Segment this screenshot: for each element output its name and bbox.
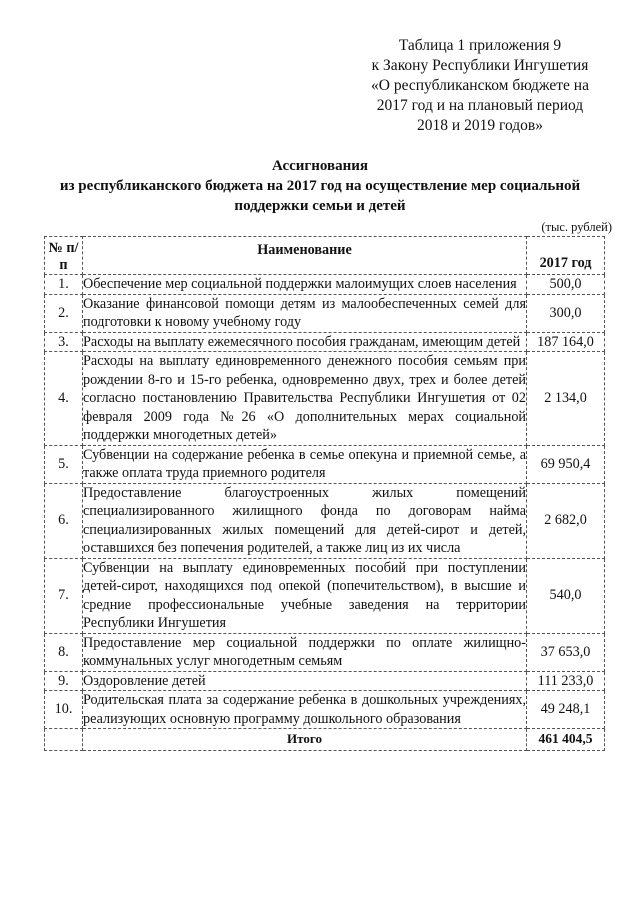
row-name: Субвенции на содержание ребенка в семье опекуна и приемной семье, а также оплата труда приемного родителя bbox=[83, 446, 526, 481]
title-line: поддержки семьи и детей bbox=[234, 198, 406, 214]
row-value: 37 653,0 bbox=[527, 633, 605, 671]
header-line: 2018 и 2019 годов» bbox=[417, 117, 543, 134]
table-row bbox=[45, 332, 605, 352]
table-row bbox=[45, 294, 605, 332]
row-number: 7. bbox=[45, 558, 83, 633]
row-value: 2 134,0 bbox=[527, 352, 605, 446]
allocations-table bbox=[44, 236, 605, 751]
row-value: 300,0 bbox=[527, 294, 605, 332]
row-number: 10. bbox=[45, 691, 83, 729]
row-number: 5. bbox=[45, 445, 83, 483]
row-number: 2. bbox=[45, 294, 83, 332]
header-line: Таблица 1 приложения 9 bbox=[398, 37, 562, 54]
total-label: Итого bbox=[83, 729, 527, 751]
table-row bbox=[45, 671, 605, 691]
total-row bbox=[45, 729, 605, 751]
title-line: из республиканского бюджета на 2017 год на осуществление мер социальной bbox=[59, 178, 581, 194]
total-spacer bbox=[45, 729, 83, 751]
row-name: Расходы на выплату ежемесячного пособия гражданам, имеющим детей bbox=[83, 332, 527, 352]
table-row bbox=[45, 483, 605, 558]
units-note: (тыс. рублей) bbox=[541, 220, 612, 234]
table-row bbox=[45, 691, 605, 729]
row-number: 9. bbox=[45, 671, 83, 691]
table-row bbox=[45, 275, 605, 295]
row-number: 3. bbox=[45, 332, 83, 352]
row-value: 540,0 bbox=[527, 558, 605, 633]
header-line: 2017 год и на плановый период bbox=[376, 97, 584, 114]
row-name: Предоставление благоустроенных жилых помещений специализированного жилищного фонда по договорам найма специализированных жилых помещений для детей-сирот и детей, оставшихся без попечения родителей, а также лиц из их числа bbox=[83, 484, 526, 556]
row-name: Оказание финансовой помощи детям из малообеспеченных семей для подготовки к новому учебному году bbox=[83, 295, 526, 330]
row-name: Обеспечение мер социальной поддержки малоимущих слоев населения bbox=[83, 275, 527, 295]
row-name: Субвенции на выплату единовременных пособий при поступлении детей-сирот, находящихся под опекой (попечительством), в высшие и средние профессиональные учебные заведения на территории Республики Ингушетия bbox=[83, 559, 526, 631]
row-name: Предоставление мер социальной поддержки по оплате жилищно-коммунальных услуг многодетным семьям bbox=[83, 634, 526, 669]
row-name: Родительская плата за содержание ребенка в дошкольных учреждениях, реализующих основную программу дошкольного образования bbox=[83, 692, 526, 727]
column-header-name: Наименование bbox=[83, 237, 527, 275]
row-value: 49 248,1 bbox=[527, 691, 605, 729]
row-number: 1. bbox=[45, 275, 83, 295]
row-value: 500,0 bbox=[527, 275, 605, 295]
row-number: 6. bbox=[45, 483, 83, 558]
row-value: 187 164,0 bbox=[527, 332, 605, 352]
header-line: к Закону Республики Ингушетия bbox=[371, 57, 589, 74]
header-line: «О республиканском бюджете на bbox=[371, 77, 589, 94]
row-number: 4. bbox=[45, 352, 83, 446]
title-line: Ассигнования bbox=[272, 158, 368, 174]
table-header-row bbox=[45, 237, 605, 275]
column-header-value: 2017 год bbox=[527, 237, 605, 275]
row-value: 69 950,4 bbox=[527, 445, 605, 483]
table-row bbox=[45, 352, 605, 446]
appendix-header bbox=[330, 36, 630, 136]
row-value: 2 682,0 bbox=[527, 483, 605, 558]
column-header-number: № п/п bbox=[45, 237, 83, 275]
row-value: 111 233,0 bbox=[527, 671, 605, 691]
table-row bbox=[45, 633, 605, 671]
row-name: Оздоровление детей bbox=[83, 671, 527, 691]
total-value: 461 404,5 bbox=[527, 729, 605, 751]
table-row bbox=[45, 558, 605, 633]
row-number: 8. bbox=[45, 633, 83, 671]
row-name: Расходы на выплату единовременного денежного пособия семьям при рождении 8-го и 15-го ребенка, одновременно двух, трех и более детей согласно постановлению Правительства Республики Ингушетия от 02 февраля 2009 года №26 «О дополнительных мерах социальной поддержки многодетных детей» bbox=[83, 353, 526, 443]
document-title bbox=[20, 156, 620, 216]
table-row bbox=[45, 445, 605, 483]
